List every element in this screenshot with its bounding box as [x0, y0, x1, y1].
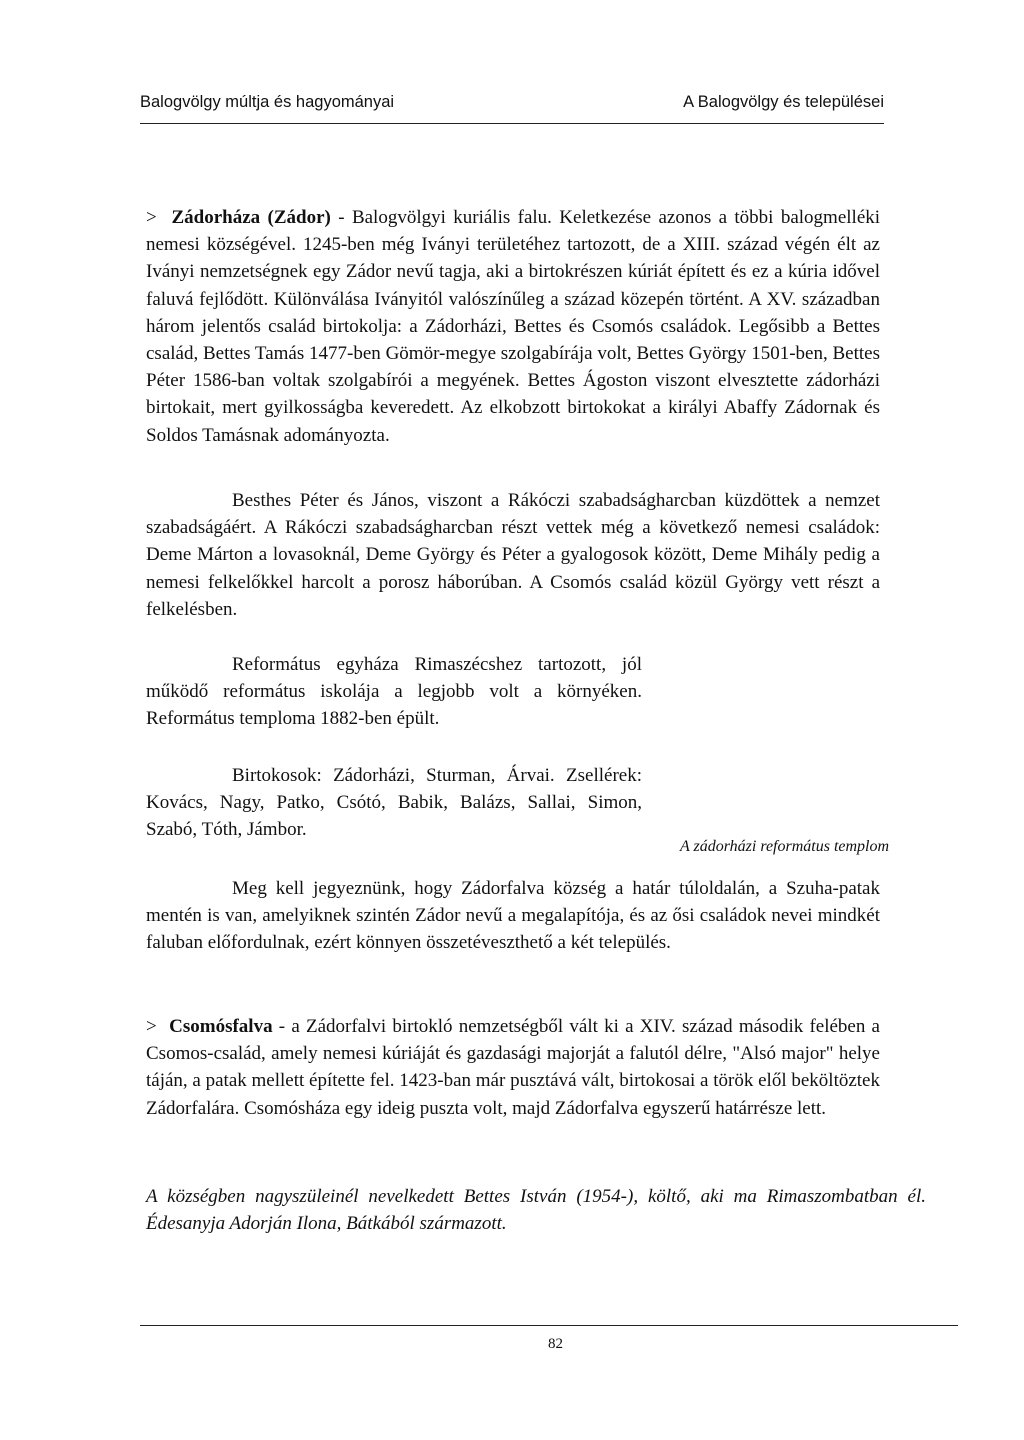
church-photo [660, 660, 946, 835]
zadorhaza-title: Zádorháza (Zádor) [171, 207, 331, 228]
zadorhaza-paragraph-5: Meg kell jegyeznünk, hogy Zádorfalva község a határ túloldalán, a Szuha-patak mentén is van, amelyiknek szintén Zádor nevű a megalapítója, és az ősi családok nevei mindkét faluban előfordulnak, ezért könnyen összetéveszthető a két település. [146, 878, 880, 954]
zadorhaza-paragraph-4: Birtokosok: Zádorházi, Sturman, Árvai. Zsellérek: Kovács, Nagy, Patko, Csótó, Babik, Balázs, Sallai, Simon, Szabó, Tóth, Jámbor. [146, 765, 642, 841]
csomosfalva-text: - a Zádorfalvi birtokló nemzetségből vált ki a XIV. század második felében a Csomos-család, amely nemesi kúriáját és gazdasági majorját a falutól délre, "Alsó major" helye táján, a patak mellett építette fel. 1423-ban már pusztává vált, birtokosai a török elől beköltöztek Zádorfalára. Csomósháza egy ideig puszta volt, majd Zádorfalva egyszerű határrésze lett. [146, 1016, 880, 1119]
zadorhaza-paragraph-3: Református egyháza Rimaszécshez tartozott, jól működő református iskolája a legjobb volt a környéken. Református temploma 1882-ben épült. [146, 654, 642, 730]
section-marker: > [146, 207, 157, 228]
header-book-title: Balogvölgy múltja és hagyományai [140, 93, 395, 111]
page-number: 82 [548, 1336, 563, 1352]
zadorhaza-paragraph-1 [146, 204, 880, 449]
footer-rule [140, 1325, 958, 1326]
section-marker: > [146, 1016, 157, 1037]
zadorhaza-paragraph-2: Besthes Péter és János, viszont a Rákóczi szabadságharcban küzdöttek a nemzet szabadságáért. A Rákóczi szabadságharcban részt vettek még a következő nemesi családok: Deme Márton a lovasoknál, Deme György és Péter a gyalogosok között, Deme Mihály pedig a nemesi felkelőkkel harcolt a porosz háborúban. A Csomós család közül György vett részt a felkelésben. [146, 490, 880, 620]
header-chapter-title: A Balogvölgy és települései [683, 93, 884, 111]
running-header [140, 93, 884, 124]
csomosfalva-paragraph [146, 1013, 880, 1122]
zadorhaza-text-1: - Balogvölgyi kuriális falu. Keletkezése azonos a többi balogmelléki nemesi községével. 1245-ben még Iványi területéhez tartozott, de a XIII. század végén élt az Iványi nemzetségnek egy Zádor nevű tagja, aki a birtokrészen kúriát épített és ez a kúria idővel faluvá fejlődött. Különválása Iványitól valószínűleg a század közepén történt. A XV. században három jelentős család birtokolja: a Zádorházi, Bettes és Csomós családok. Legősibb a Bettes család, Bettes Tamás 1477-ben Gömör-megye szolgabírája volt, Bettes György 1501-ben, Bettes Péter 1586-ban voltak szolgabírói a megyének. Bettes Ágoston viszont elvesztette zádorházi birtokait, mert gyilkosságba keveredett. Az elkobzott birtokokat a királyi Abaffy Zádornak és Soldos Tamásnak adományozta. [146, 207, 881, 446]
church-image [660, 660, 946, 835]
csomosfalva-title: Csomósfalva [169, 1016, 273, 1037]
figure-caption: A zádorházi református templom [680, 838, 890, 855]
bettes-istvan-note: A községben nagyszüleinél nevelkedett Bettes István (1954-), költő, aki ma Rimaszombatban él. Édesanyja Adorján Ilona, Bátkából származott. [146, 1186, 926, 1235]
